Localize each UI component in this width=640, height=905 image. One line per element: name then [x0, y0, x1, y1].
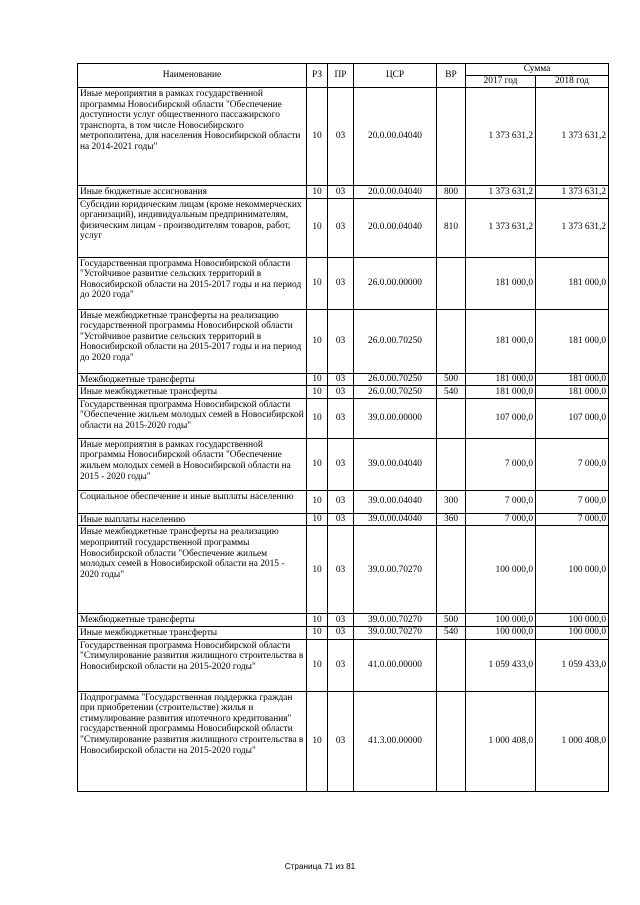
row-pr-cell: 03 [328, 186, 354, 199]
table-row [78, 386, 609, 399]
row-pr-cell: 03 [328, 386, 354, 399]
row-rz-cell: 10 [307, 186, 328, 199]
row-vr-cell: 810 [437, 198, 466, 257]
row-sum-2018-cell: 181 000,0 [536, 257, 609, 309]
row-rz-cell: 10 [307, 626, 328, 639]
row-csr-cell: 39.0.00.70270 [354, 526, 437, 614]
row-sum-2018-cell: 7 000,0 [536, 490, 609, 513]
row-pr-cell: 03 [328, 490, 354, 513]
row-name-cell: Субсидии юридическим лицам (кроме некоммерческих организаций), индивидуальным предпринимателям, физическим лицам - производителям товаров, работ, услуг [78, 198, 307, 257]
header-rz: РЗ [307, 64, 328, 88]
row-sum-2017-cell: 1 373 631,2 [466, 88, 536, 186]
row-vr-cell [437, 88, 466, 186]
row-csr-cell: 26.0.00.70250 [354, 373, 437, 386]
table-row [78, 198, 609, 257]
row-vr-cell [437, 398, 466, 438]
table-row [78, 309, 609, 373]
table-row [78, 186, 609, 199]
row-rz-cell: 10 [307, 526, 328, 614]
row-vr-cell [437, 691, 466, 791]
page-number: Страница 71 из 81 [284, 862, 356, 871]
row-name-cell: Иные межбюджетные трансферты на реализацию мероприятий государственной программы Новосибирской области "Обеспечение жильем молодых семей в Новосибирской области на 2015 - 2020 годы" [78, 526, 307, 614]
table-row [78, 639, 609, 691]
row-sum-2018-cell: 181 000,0 [536, 309, 609, 373]
row-sum-2018-cell: 100 000,0 [536, 526, 609, 614]
row-sum-2017-cell: 100 000,0 [466, 526, 536, 614]
table-row [78, 438, 609, 490]
row-name-cell: Государственная программа Новосибирской области "Обеспечение жильем молодых семей в Новосибирской области на 2015-2020 годы" [78, 398, 307, 438]
row-rz-cell: 10 [307, 386, 328, 399]
row-rz-cell: 10 [307, 198, 328, 257]
table-row [78, 691, 609, 791]
table-row [78, 614, 609, 627]
row-rz-cell: 10 [307, 88, 328, 186]
row-name-cell: Иные выплаты населению [78, 513, 307, 526]
row-name-cell: Государственная программа Новосибирской области "Устойчивое развитие сельских территорий в Новосибирской области на 2015-2017 годы и на период до 2020 года" [78, 257, 307, 309]
table-row [78, 526, 609, 614]
row-pr-cell: 03 [328, 513, 354, 526]
row-sum-2017-cell: 1 059 433,0 [466, 639, 536, 691]
row-pr-cell: 03 [328, 198, 354, 257]
row-sum-2017-cell: 7 000,0 [466, 513, 536, 526]
row-rz-cell: 10 [307, 490, 328, 513]
row-vr-cell: 500 [437, 614, 466, 627]
row-sum-2017-cell: 7 000,0 [466, 490, 536, 513]
row-pr-cell: 03 [328, 639, 354, 691]
row-vr-cell [437, 257, 466, 309]
row-csr-cell: 41.0.00.00000 [354, 639, 437, 691]
row-rz-cell: 10 [307, 691, 328, 791]
table-row [78, 490, 609, 513]
row-vr-cell: 540 [437, 386, 466, 399]
header-name: Наименование [78, 64, 307, 88]
row-sum-2017-cell: 100 000,0 [466, 626, 536, 639]
row-sum-2018-cell: 7 000,0 [536, 438, 609, 490]
row-name-cell: Межбюджетные трансферты [78, 373, 307, 386]
row-pr-cell: 03 [328, 526, 354, 614]
header-year-2018: 2018 год [536, 76, 609, 88]
row-name-cell: Иные мероприятия в рамках государственной программы Новосибирской области "Обеспечение доступности услуг общественного пассажирского транспорта, в том числе Новосибирского метрополитена, для населения Новосибирской области на 2014-2021 годы" [78, 88, 307, 186]
row-rz-cell: 10 [307, 639, 328, 691]
row-csr-cell: 20.0.00.04040 [354, 186, 437, 199]
row-name-cell: Иные бюджетные ассигнования [78, 186, 307, 199]
row-csr-cell: 39.0.00.04040 [354, 438, 437, 490]
row-rz-cell: 10 [307, 398, 328, 438]
table-row [78, 398, 609, 438]
row-sum-2017-cell: 107 000,0 [466, 398, 536, 438]
row-csr-cell: 39.0.00.04040 [354, 513, 437, 526]
row-csr-cell: 20.0.00.04040 [354, 198, 437, 257]
row-vr-cell [437, 438, 466, 490]
row-pr-cell: 03 [328, 257, 354, 309]
row-sum-2017-cell: 181 000,0 [466, 309, 536, 373]
row-name-cell: Межбюджетные трансферты [78, 614, 307, 627]
budget-table [77, 63, 609, 792]
row-rz-cell: 10 [307, 257, 328, 309]
row-sum-2018-cell: 181 000,0 [536, 386, 609, 399]
row-sum-2018-cell: 1 373 631,2 [536, 88, 609, 186]
row-pr-cell: 03 [328, 691, 354, 791]
row-csr-cell: 39.0.00.00000 [354, 398, 437, 438]
row-pr-cell: 03 [328, 614, 354, 627]
table-row [78, 373, 609, 386]
row-pr-cell: 03 [328, 88, 354, 186]
row-sum-2018-cell: 1 373 631,2 [536, 198, 609, 257]
header-pr: ПР [328, 64, 354, 88]
header-sum: Сумма [466, 64, 609, 76]
row-sum-2017-cell: 1 000 408,0 [466, 691, 536, 791]
header-year-2017: 2017 год [466, 76, 536, 88]
row-vr-cell: 800 [437, 186, 466, 199]
row-rz-cell: 10 [307, 373, 328, 386]
header-csr: ЦСР [354, 64, 437, 88]
row-sum-2018-cell: 7 000,0 [536, 513, 609, 526]
header-vr: ВР [437, 64, 466, 88]
row-sum-2017-cell: 1 373 631,2 [466, 186, 536, 199]
row-name-cell: Иные межбюджетные трансферты [78, 386, 307, 399]
row-csr-cell: 39.0.00.04040 [354, 490, 437, 513]
row-sum-2018-cell: 181 000,0 [536, 373, 609, 386]
row-name-cell: Иные межбюджетные трансферты на реализацию государственной программы Новосибирской области "Устойчивое развитие сельских территорий в Новосибирской области на 2015-2017 годы и на период до 2020 года" [78, 309, 307, 373]
row-rz-cell: 10 [307, 614, 328, 627]
row-name-cell: Подпрограмма "Государственная поддержка граждан при приобретении (строительстве) жилья и стимулирование развития ипотечного кредитования" государственной программы Новосибирской области "Стимулирование развития жилищного строительства в Новосибирской области на 2015-2020 годы" [78, 691, 307, 791]
table-row [78, 88, 609, 186]
row-pr-cell: 03 [328, 626, 354, 639]
row-vr-cell: 540 [437, 626, 466, 639]
row-pr-cell: 03 [328, 438, 354, 490]
row-vr-cell [437, 309, 466, 373]
table-row [78, 626, 609, 639]
row-csr-cell: 39.0.00.70270 [354, 614, 437, 627]
row-vr-cell: 360 [437, 513, 466, 526]
budget-table-container [77, 63, 609, 792]
row-csr-cell: 26.0.00.70250 [354, 309, 437, 373]
row-pr-cell: 03 [328, 398, 354, 438]
table-header [78, 64, 609, 88]
row-name-cell: Социальное обеспечение и иные выплаты населению [78, 490, 307, 513]
row-rz-cell: 10 [307, 309, 328, 373]
row-vr-cell [437, 639, 466, 691]
row-sum-2017-cell: 7 000,0 [466, 438, 536, 490]
row-csr-cell: 41.3.00.00000 [354, 691, 437, 791]
row-rz-cell: 10 [307, 438, 328, 490]
row-csr-cell: 26.0.00.00000 [354, 257, 437, 309]
row-csr-cell: 20.0.00.04040 [354, 88, 437, 186]
row-rz-cell: 10 [307, 513, 328, 526]
row-csr-cell: 39.0.00.70270 [354, 626, 437, 639]
row-name-cell: Государственная программа Новосибирской области "Стимулирование развития жилищного строительства в Новосибирской области на 2015-2020 годы" [78, 639, 307, 691]
row-sum-2018-cell: 1 000 408,0 [536, 691, 609, 791]
table-body [78, 88, 609, 792]
table-row [78, 257, 609, 309]
row-sum-2018-cell: 1 373 631,2 [536, 186, 609, 199]
row-name-cell: Иные мероприятия в рамках государственной программы Новосибирской области "Обеспечение жильем молодых семей в Новосибирской области на 2015 - 2020 годы" [78, 438, 307, 490]
row-sum-2017-cell: 181 000,0 [466, 386, 536, 399]
row-pr-cell: 03 [328, 373, 354, 386]
row-sum-2017-cell: 181 000,0 [466, 373, 536, 386]
row-sum-2018-cell: 107 000,0 [536, 398, 609, 438]
row-sum-2018-cell: 100 000,0 [536, 626, 609, 639]
row-name-cell: Иные межбюджетные трансферты [78, 626, 307, 639]
row-vr-cell: 300 [437, 490, 466, 513]
row-vr-cell: 500 [437, 373, 466, 386]
row-sum-2017-cell: 100 000,0 [466, 614, 536, 627]
row-vr-cell [437, 526, 466, 614]
row-sum-2017-cell: 1 373 631,2 [466, 198, 536, 257]
row-csr-cell: 26.0.00.70250 [354, 386, 437, 399]
row-sum-2018-cell: 1 059 433,0 [536, 639, 609, 691]
row-pr-cell: 03 [328, 309, 354, 373]
row-sum-2018-cell: 100 000,0 [536, 614, 609, 627]
table-row [78, 513, 609, 526]
row-sum-2017-cell: 181 000,0 [466, 257, 536, 309]
